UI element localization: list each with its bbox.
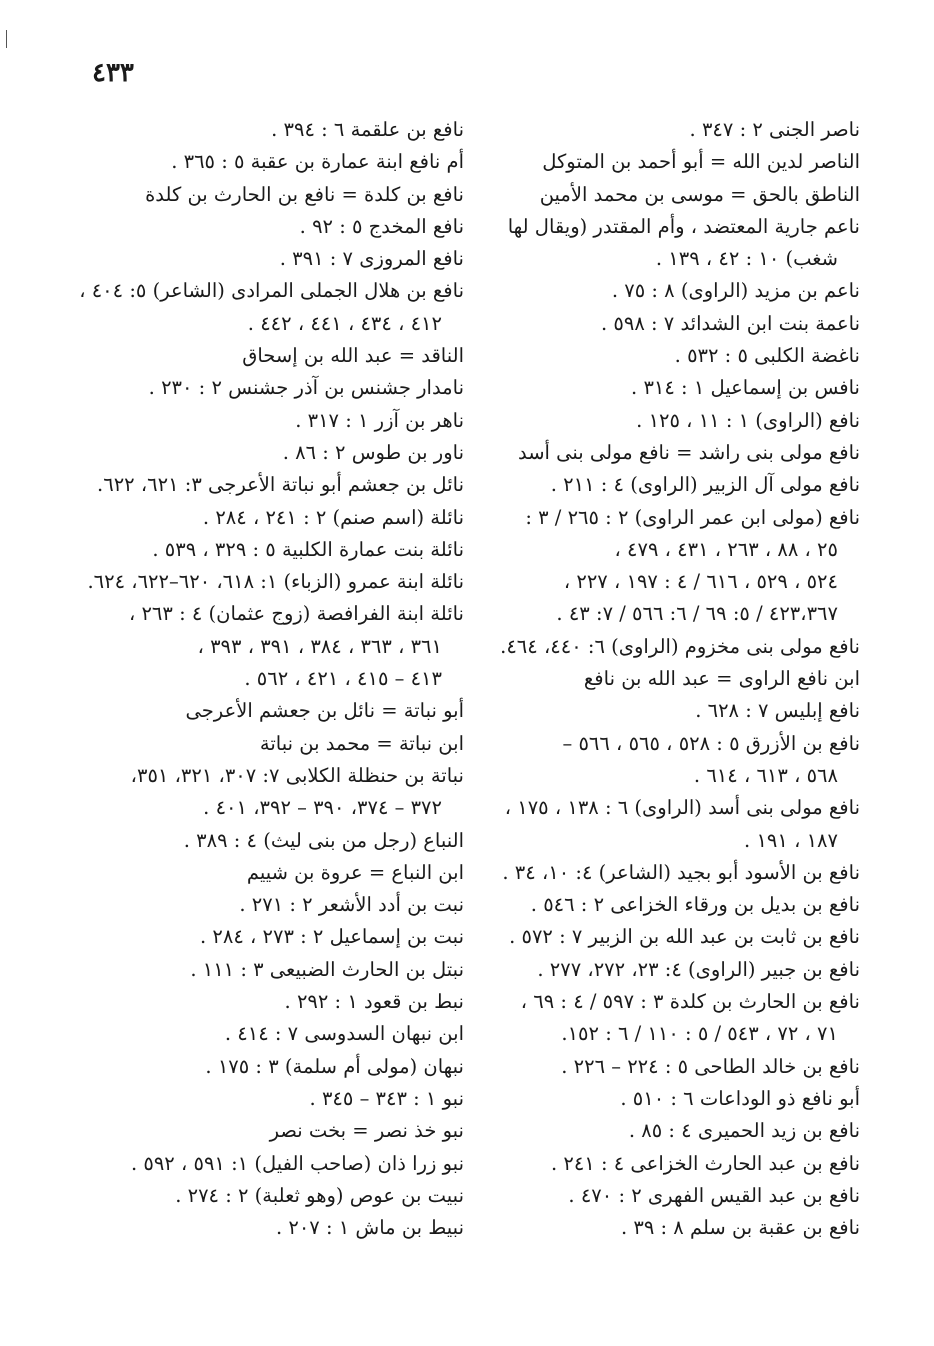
index-entry-line: نبهان (مولى أم سلمة) ٣ : ١٧٥ . [205,1054,464,1078]
index-entry-line: نافع مولى بنى راشد = نافع مولى بنى أسد [517,440,860,464]
index-entry-line: نافع بن الحارث بن كلدة ٣ : ٥٩٧ / ٤ : ٦٩ ، [520,990,860,1014]
index-entry-line: نبت بن أدد الأشعر ٢ : ٢٧١ . [239,893,464,917]
index-entry-line: ٥٢٤ ، ٥٢٩ ، ٦١٦ / ٤ : ١٩٧ ، ٢٢٧ ، [563,570,838,594]
index-entry-line: ٤١٢ ، ٤٣٤ ، ٤٤١ ، ٤٤٢ . [247,311,442,335]
index-entry-line: نائلة ابنة عمرو (الزباء) ١: ٦١٨، ٦٢٠–٦٢٢، ٦٢٤. [87,570,464,594]
index-entry-line: ٤١٣ – ٤١٥ ، ٤٢١ ، ٥٦٢ . [244,667,442,691]
index-entry-line: ابن نبهان السدوسى ٧ : ٤١٤ . [224,1022,464,1046]
index-entry-line: نافع بن هلال الجملى المرادى (الشاعر) ٥: ٤٠٤ ، [79,279,464,303]
index-entry-line: نافع بن بديل بن ورقاء الخزاعى ٢ : ٥٤٦ . [530,893,860,917]
index-entry-line: نافع بن علقمة ٦ : ٣٩٤ . [271,118,464,141]
index-entry-line: نافع بن عبد القيس الفهرى ٢ : ٤٧٠ . [568,1183,860,1207]
index-entry-line: نائل بن جعشم أبو نباتة الأعرجى ٣: ٦٢١، ٦٢٢. [97,473,464,497]
index-entry-line: نافع المروزى ٧ : ٣٩١ . [279,247,464,271]
index-entry-line: ناغضة الكلبى ٥ : ٥٣٢ . [674,344,860,368]
index-entry-line: نبو ١ : ٣٤٣ – ٣٤٥ . [309,1086,464,1110]
index-entry-line: نافع بن الأزرق ٥ : ٥٢٨ ، ٥٦٥ ، ٥٦٦ – [562,731,860,755]
index-entry-line: النباع (رجل من بنى ليث) ٤ : ٣٨٩ . [183,828,464,852]
index-entry-line: نائلة (اسم صنم) ٢ : ٢٤١ ، ٢٨٤ . [202,505,464,529]
index-entry-line: ابن نباتة = محمد بن نباتة [259,731,464,755]
index-entry-line: ٧١ ، ٧٢ ، ٥٤٣ / ٥ : ١١٠ / ٦ : ١٥٢. [561,1022,838,1046]
index-entry-line: نافع إبليس ٧ : ٦٢٨ . [695,699,860,723]
index-entry-line: أبو نباتة = نائل بن جعشم الأعرجى [185,699,464,723]
index-entry-line: نافس بن إسماعيل ١ : ٣١٤ . [631,376,860,400]
index-entry-line: نبط بن قعود ١ : ٢٩٢ . [284,990,464,1014]
index-entry-line: نافع مولى بنى مخزوم (الراوى) ٦: ٤٤٠، ٤٦٤. [500,634,860,658]
index-entry-line: نبو زرا ذان (صاحب الفيل) ١: ٥٩١ ، ٥٩٢ . [130,1151,464,1175]
index-entry-line: نبيت بن عوص (وهو ثعلبة) ٢ : ٢٧٤ . [175,1183,464,1207]
index-entry-line: ابن نافع الراوى = عبد الله بن نافع [583,667,860,691]
index-entry-line: نائلة بنت عمارة الكلبية ٥ : ٣٢٩ ، ٥٣٩ . [152,537,464,561]
index-entry-line: نبت بن إسماعيل ٢ : ٢٧٣ ، ٢٨٤ . [200,925,464,949]
index-entry-line: ناعم جارية المعتضد ، وأم المقتدر (ويقال لها [507,214,860,238]
index-entry-line: نافع (مولى ابن عمر الراوى) ٢ : ٢٦٥ / ٣ : [525,505,860,529]
index-entry-line: الناقد = عبد الله بن إسحاق [242,344,464,368]
index-entry-line: ١٨٧ ، ١٩١ . [744,828,838,852]
margin-mark [6,30,7,48]
index-entry-line: نباتة بن حنظلة الكلابى ٧: ٣٠٧، ٣٢١، ٣٥١، [130,763,464,787]
index-entry-line: نافع بن جبير (الراوى) ٤: ٢٣، ٢٧٢، ٢٧٧ . [537,957,860,981]
index-entry-line: الناطق بالحق = موسى بن محمد الأمين [539,182,860,206]
index-entry-line: أم نافع ابنة عمارة بن عقبة ٥ : ٣٦٥ . [171,150,464,174]
index-entry-line: نافع (الراوى) ١ : ١١ ، ١٢٥ . [636,408,860,432]
index-entry-line: شغب) ١٠ : ٤٢ ، ١٣٩ . [655,247,838,271]
index-entry-line: نائلة ابنة الفرافصة (زوج عثمان) ٤ : ٢٦٣ ، [128,602,464,626]
index-entry-line: نافع بن زيد الحميرى ٤ : ٨٥ . [628,1119,860,1143]
index-entry-line: ٣٦١ ، ٣٦٣ ، ٣٨٤ ، ٣٩١ ، ٣٩٣ ، [197,634,442,658]
page-number: ٤٣٣ [92,58,134,88]
index-entry-line: ٣٧٢ – ٣٧٤، ٣٩٠ – ٣٩٢، ٤٠١ . [203,796,442,820]
index-entry-line: ٥٦٨ ، ٦١٣ ، ٦١٤ . [693,763,838,787]
index-entry-line: ناعمة بنت ابن الشدائد ٧ : ٥٩٨ . [600,311,860,335]
index-entry-line: ٢٥ ، ٨٨ ، ٢٦٣ ، ٤٣١ ، ٤٧٩ ، [614,537,838,561]
index-entry-line: ناور بن طوس ٢ : ٨٦ . [282,440,464,464]
index-entry-line: نافع بن كلدة = نافع بن الحارث بن كلدة [145,182,464,206]
index-entry-line: أبو نافع ذو الوداعات ٦ : ٥١٠ . [620,1086,860,1110]
index-entry-line: نافع بن ثابت بن عبد الله بن الزبير ٧ : ٥٧٢ . [509,925,860,949]
index-entry-line: ناهر بن آزر ١ : ٣١٧ . [295,408,464,432]
index-entry-line: نبيط بن ماش ١ : ٢٠٧ . [275,1216,464,1240]
index-entry-line: ٤٢٣،٣٦٧ / ٥: ٦٩ / ٦: ٥٦٦ / ٧: ٤٣ . [556,602,838,626]
index-entry-line: نافع مولى بنى أسد (الراوى) ٦ : ١٣٨ ، ١٧٥ ، [504,796,860,820]
index-column-left [79,114,464,1244]
index-entry-line: نبو خذ نصر = بخت نصر [269,1119,464,1143]
index-entry-line: نبتل بن الحارث الضبيعى ٣ : ١١١ . [190,957,464,981]
index-entry-line: نافع بن الأسود أبو بجيد (الشاعر) ٤: ١٠، ٣٤ . [502,860,860,884]
index-entry-line: نافع المخدج ٥ : ٩٢ . [299,214,464,238]
index-entry-line: نامدار جشنس بن آذر جشنس ٢ : ٢٣٠ . [148,376,464,400]
index-entry-line: الناصر لدين الله = أبو أحمد بن المتوكل [542,150,860,174]
index-entry-line: نافع بن عقبة بن سلم ٨ : ٣٩ . [620,1216,860,1240]
index-entry-line: نافع بن عبد الحارث الخزاعى ٤ : ٢٤١ . [550,1151,860,1175]
index-column-right [492,114,860,1244]
index-entry-line: ناصر الجنى ٢ : ٣٤٧ . [689,118,860,141]
index-entry-line: ناعم بن مزيد (الراوى) ٨ : ٧٥ . [611,279,860,303]
index-entry-line: نافع بن خالد الطاحى ٥ : ٢٢٤ – ٢٢٦ . [561,1054,860,1078]
index-entry-line: نافع مولى آل الزبير (الراوى) ٤ : ٢١١ . [550,473,860,497]
index-entry-line: ابن النباع = عروة بن شييم [246,860,464,884]
